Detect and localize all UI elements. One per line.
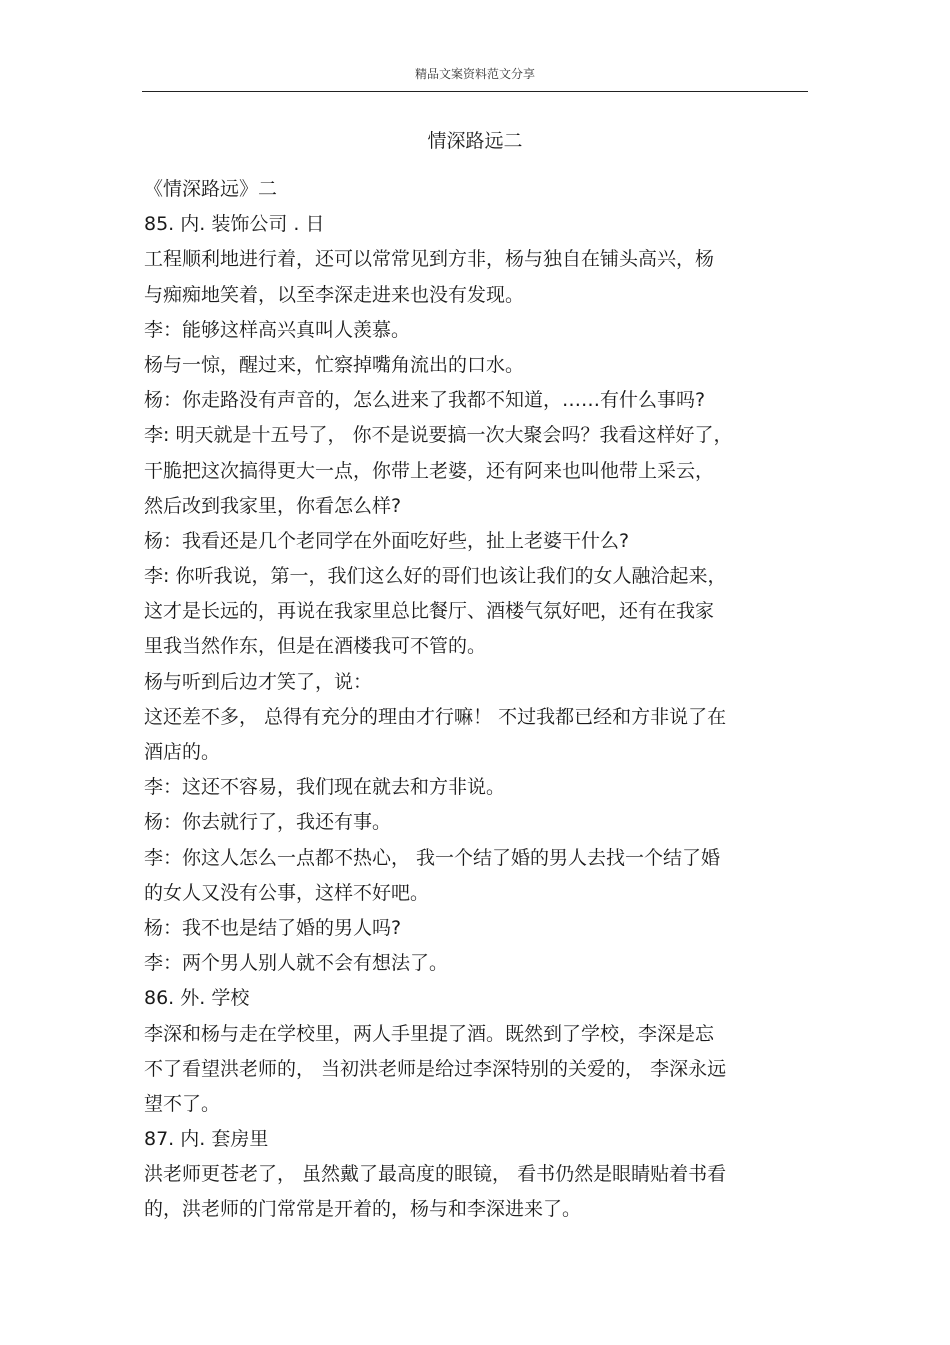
- text-line: 杨：你去就行了，我还有事。: [144, 811, 392, 834]
- text-line: 洪老师更苍老了， 虽然戴了最高度的眼镜， 看书仍然是眼睛贴着书看: [144, 1163, 727, 1186]
- scene-heading: 85. 内. 装饰公司 . 日: [144, 213, 325, 236]
- text-line: 这才是长远的，再说在我家里总比餐厅、酒楼气氛好吧，还有在我家: [144, 600, 715, 623]
- text-line: 这还差不多， 总得有充分的理由才行嘛！ 不过我都已经和方非说了在: [144, 705, 727, 728]
- text-line: 的，洪老师的门常常是开着的，杨与和李深进来了。: [144, 1198, 582, 1221]
- page-header: 精品文案资料范文分享: [414, 67, 535, 81]
- text-line: 杨：我看还是几个老同学在外面吃好些，扯上老婆干什么?: [144, 529, 630, 552]
- text-line: 的女人又没有公事，这样不好吧。: [144, 881, 430, 904]
- text-line: 李深和杨与走在学校里，两人手里提了酒。既然到了学校，李深是忘: [144, 1022, 715, 1045]
- text-line: 李：你这人怎么一点都不热心， 我一个结了婚的男人去找一个结了婚: [144, 846, 721, 869]
- scene-heading: 87. 内. 套房里: [144, 1128, 269, 1151]
- text-line: 李：两个男人别人就不会有想法了。: [144, 952, 449, 975]
- text-line: 李: 你听我说，第一，我们这么好的哥们也该让我们的女人融洽起来，: [144, 565, 727, 588]
- text-line: 《情深路远》二: [144, 178, 278, 200]
- text-line: 里我当然作东，但是在酒楼我可不管的。: [144, 635, 487, 658]
- text-line: 酒店的。: [144, 741, 221, 763]
- text-line: 干脆把这次搞得更大一点，你带上老婆，还有阿来也叫他带上采云，: [144, 459, 715, 482]
- text-line: 李: 明天就是十五号了， 你不是说要搞一次大聚会吗？我看这样好了，: [144, 424, 733, 447]
- text-line: 工程顺利地进行着，还可以常常见到方非，杨与独自在铺头高兴，杨: [144, 248, 715, 271]
- text-line: 杨与一惊，醒过来，忙察掉嘴角流出的口水。: [144, 353, 525, 376]
- text-line: 李：这还不容易，我们现在就去和方非说。: [144, 776, 506, 799]
- text-line: 望不了。: [144, 1092, 221, 1115]
- text-line: 李：能够这样高兴真叫人羡慕。: [144, 318, 411, 341]
- scene-heading: 86. 外. 学校: [144, 987, 250, 1010]
- document-body: [144, 172, 810, 1228]
- text-line: 杨：你走路没有声音的，怎么进来了我都不知道，……有什么事吗?: [144, 389, 706, 412]
- text-line: 与痴痴地笑着，以至李深走进来也没有发现。: [144, 283, 525, 306]
- text-line: 然后改到我家里，你看怎么样?: [144, 494, 402, 517]
- header-divider: [142, 91, 808, 92]
- text-line: 不了看望洪老师的， 当初洪老师是给过李深特别的关爱的， 李深永远: [144, 1057, 727, 1080]
- document-title: 情深路远二: [427, 130, 523, 152]
- text-line: 杨与听到后边才笑了，说：: [144, 670, 373, 693]
- text-line: 杨：我不也是结了婚的男人吗?: [144, 916, 402, 939]
